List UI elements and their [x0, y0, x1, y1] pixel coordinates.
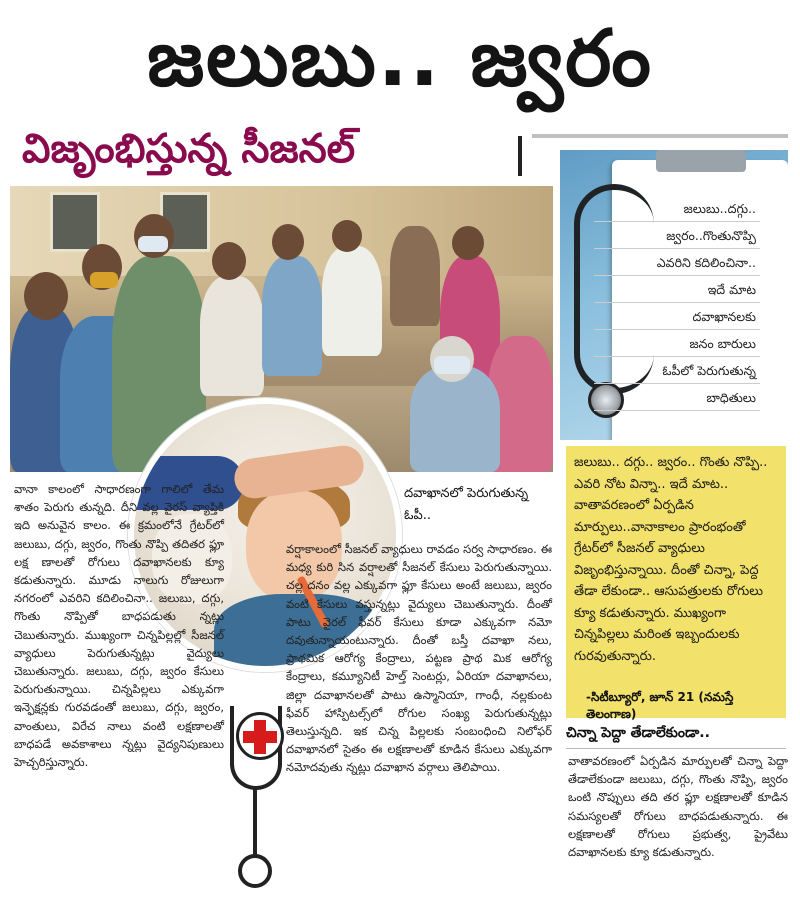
top-rule [532, 134, 788, 138]
clipboard-line: ఎవరిని కదిలించినా.. [594, 249, 760, 276]
person [200, 276, 264, 396]
person [262, 256, 322, 376]
stethoscope-ring [238, 854, 272, 888]
headline: జలుబు.. జ్వరం [147, 14, 653, 104]
subheadline: విజృంభిస్తున్న సీజనల్ [22, 126, 356, 172]
stethoscope-stem [253, 788, 257, 858]
person-head [24, 272, 68, 320]
clipboard-line: జనం బారులు [594, 330, 760, 357]
photo-window [50, 192, 100, 252]
clipboard-line: దవాఖానలకు [594, 303, 760, 330]
person-head [332, 220, 362, 252]
dateline-credit: -సిటీబ్యూరో, జూన్ 21 (నమస్తే తెలంగాణ) [586, 690, 734, 721]
clipboard-line: బాధితులు [594, 384, 760, 411]
face-mask [434, 356, 470, 374]
clipboard-line: జలుబు..దగ్గు.. [594, 195, 760, 222]
article-column-3: వాతావరణంలో ఏర్పడిన మార్పులతో చిన్నా పెద్దా తేడాలేకుండా జలుబు, దగ్గు, గొంతు నొప్పి, జ్వరం ఒంటి నొప్పులు తది తర ఫ్లూ లక్షణాలతో కూడిన సమస్యలతో రోగులు బాధపడుతున్నారు. ఈ లక్షణాలతో రోగులు ప్రభుత్వ, ప్రైవేటు దవాఖానలకు క్యూ కడుతున్నారు. [568, 754, 788, 860]
face-mask [90, 272, 118, 288]
cross-horizontal [243, 731, 277, 743]
summary-text: జలుబు.. దగ్గు.. జ్వరం.. గొంతు నొప్పి.. ఎవరి నోట విన్నా.. ఇదే మాట.. వాతావరణంలో ఏర్పడిన మార్పులు..వానాకాలం ప్రారంభంతో గ్రేటర్‌లో సీజనల్ వ్యాధులు విజృంభిస్తున్నాయి. దీంతో చిన్నా, పెద్ద తేడా లేకుండా.. ఆసుపత్రులకు రోగులు క్యూ కడుతున్నారు. ముఖ్యంగా చిన్నపిల్లలు మరింత ఇబ్బందులకు గురవుతున్నారు. [574, 455, 768, 664]
person-head [272, 224, 304, 260]
summary-box [566, 446, 786, 721]
person-head [452, 226, 484, 260]
face-mask [138, 236, 168, 252]
clipboard-line: ఇదే మాట [594, 276, 760, 303]
clipboard-clip [656, 150, 746, 172]
subheadline-divider [518, 136, 522, 176]
person-head [212, 242, 246, 280]
clipboard-list [594, 195, 760, 411]
clipboard-line: ఓపీలో పెరుగుతున్న [594, 357, 760, 384]
clipboard-line: జ్వరం..గొంతునొప్పి [594, 222, 760, 249]
red-cross-icon [243, 720, 277, 754]
person [410, 366, 500, 472]
column-3-heading: చిన్నా పెద్దా తేడాలేకుండా.. [566, 725, 786, 749]
parent-hand [232, 443, 366, 501]
person [322, 246, 382, 356]
column-2-heading: దవాఖానలో పెరుగుతున్న ఓపీ.. [404, 486, 529, 523]
article-column-2: వర్షాకాలంలో సీజనల్ వ్యాధులు రావడం సర్వ సాధారణం. ఈ మధ్య కురి సిన వర్షాలతో సీజనల్ కేసులు పెరుగుతున్నాయి. చల్ల దనం వల్ల ఎక్కువగా ఫ్లూ కేసులు అంటే జలుబు, జ్వరం వంటి కేసులు వస్తున్నట్లు వైద్యులు చెబుతున్నారు. దీంతో పాటు వైరల్ ఫీవర్ కేసులు కూడా ఎక్కువగా నమో దవుతున్నాయంటున్నారు. దీంతో బస్తీ దవాఖా నలు, ప్రాథమిక ఆరోగ్య కేంద్రాలు, పట్టణ ప్రాథ మిక ఆరోగ్య కేంద్రాలు, కమ్యూనిటీ హెల్త్ సెంటర్లు, ఏరియా దవాఖానలు, జిల్లా దవాఖానలతో పాటు ఉస్మానియా, గాంధీ, నల్లకుంట ఫీవర్ హాస్పిటల్స్‌లో రోగుల సంఖ్య పెరుగుతున్నట్లు తెలుస్తున్నది. ఇక చిన్న పిల్లలకు సంబంధించి నిలోఫర్ దవాఖానలో సైతం ఈ లక్షణాలతో కూడిన కేసులు ఎక్కువగా నమోదవుతు న్నట్లు దవాఖాన వర్గాలు తెలిపాయి. [286, 542, 552, 775]
article-column-1: వానా కాలంలో సాధారణంగా గాలిలో తేమ శాతం పెరుగు తున్నది. దీని వల్ల వైరస్ వ్యాప్తికి ఇది అనువైన కాలం. ఈ క్రమంలోనే గ్రేటర్‌లో జలుబు, దగ్గు, జ్వరం, గొంతు నొప్పి తదితర ఫ్లూ లక్ష ణాలతో రోగులు దవాఖానలకు క్యూ కడుతున్నారు. మూడు నాలుగు రోజులుగా నగరంలో ఎవరిని కదిలించినా.. జలుబు, దగ్గు, గొంతు నొప్పితో బాధపడుతు న్నట్లు చెబుతున్నారు. ముఖ్యంగా చిన్నపిల్లల్లో సీజనల్ వ్యాధులు పెరుగుతున్నట్లు వైద్యులు చెబుతున్నారు. జలుబు, దగ్గు, జ్వరం కేసులు పెరుగుతున్నాయి. చిన్నపిల్లలు ఎక్కువగా ఇన్ఫెక్షన్లకు గురవడంతో జలుబు, దగ్గు, జ్వరం, వాంతులు, విరేచ నాలు వంటి లక్షణాలతో బాధపడే అవకాశాలు న్నట్లు వైద్యనిపుణులు హెచ్చరిస్తున్నారు. [14, 482, 224, 770]
person [390, 226, 440, 326]
